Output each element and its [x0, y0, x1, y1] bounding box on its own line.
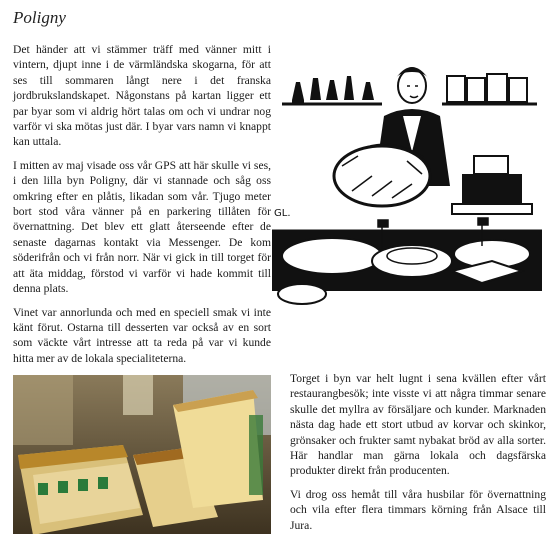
page-title: Poligny [13, 8, 66, 27]
paragraph: Det händer att vi stämmer träff med vänner mitt i vintern, djupt inne i de värmländska skogarna, för att ses till sommaren långt nere i det franska jordbrukslandskapet. Någonstans på kartan ligger ett par byar som vi aldrig hört talas om och vi undrar nog varför vi ska mötas just där. I byar vars namn vi knappt kan uttala. [13, 43, 271, 149]
cheese-photo [13, 375, 271, 534]
article-right-column [290, 371, 546, 541]
article-left-column [13, 42, 271, 374]
cheese-vendor-sketch [262, 56, 551, 314]
sketch-signature: GL. [274, 208, 291, 219]
paragraph: Torget i byn var helt lugnt i sena kvällen efter vårt restaurangbesök; inte visste vi att några timmar senare skulle det myllra av försäljare och kunder. Marknaden nästa dag hade ett stort utbud av korvar och skinkor, grönsaker och frukter samt nybakat bröd av alla sorter. Här handlar man gärna lokala och dagsfärska produkter direkt från producenten. [290, 372, 546, 478]
paragraph: Vinet var annorlunda och med en speciell smak vi inte känt förut. Ostarna till desserten var också av en sort som väckte vårt intresse att ta reda på var vi kunde hitta mer av de lokala specialiteterna. [13, 305, 271, 365]
paragraph: Vi drog oss hemåt till våra husbilar för övernattning och vila efter flera timmars körning från Alsace till Jura. [290, 487, 546, 532]
paragraph: I mitten av maj visade oss vår GPS att här skulle vi ses, i den lilla byn Poligny, där vi stannade och såg oss omkring efter en plåtis, likadan som vår. Tjugo meter bort stod våra vänner på en parkering tillåten för övernattning. Det blev ett glatt återseende efter de senaste dagarnas kontakt via Messenger. De kom söderifrån och vi från norr. När vi gick in till torget för att äta middag, förstod vi varför vi hade kommit till denna plats. [13, 158, 271, 296]
cheese-photo-graphic [13, 375, 271, 534]
